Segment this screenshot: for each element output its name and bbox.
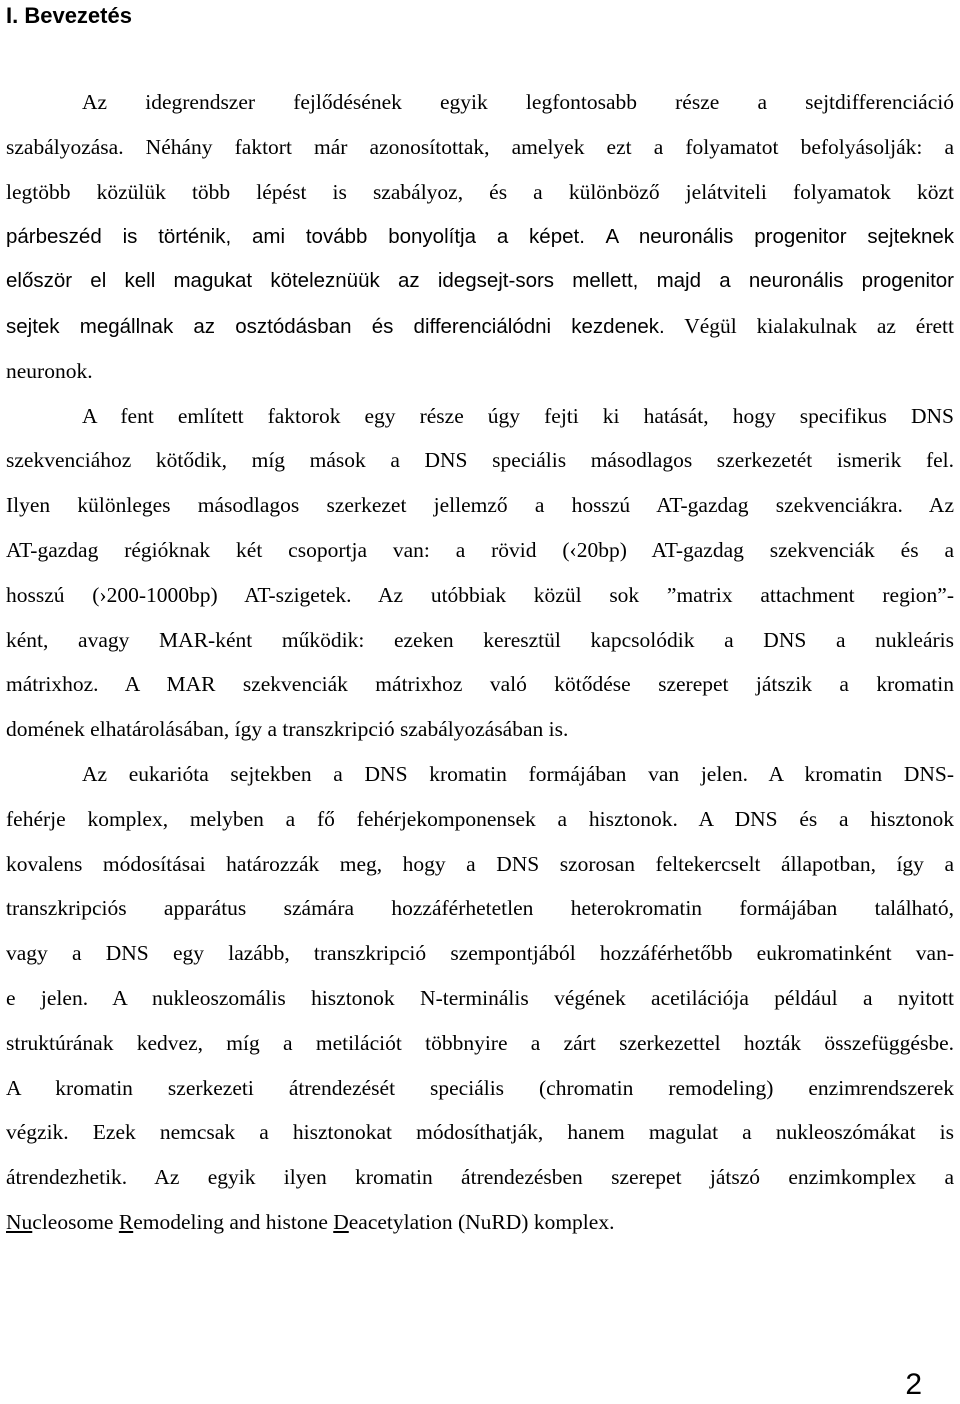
body-text xyxy=(6,80,954,1245)
text-line: legtöbb közülük több lépést is szabályoz, és a különböző jelátviteli folyamatok közt xyxy=(6,179,954,204)
text-line: neuronok. xyxy=(6,358,93,383)
text-line: szabályozása. Néhány faktort már azonosítottak, amelyek ezt a folyamatot befolyásolják: a xyxy=(6,134,954,159)
text-line xyxy=(6,214,954,259)
text-line: mátrixhoz. A MAR szekvenciák mátrixhoz való kötődése szerepet játszik a kromatin xyxy=(6,672,954,697)
text-line xyxy=(6,304,954,349)
text-segment: R xyxy=(118,1209,134,1234)
text-line: e jelen. A nukleoszomális hisztonok N-terminális végének acetilációja például a nyitott xyxy=(6,985,954,1010)
text-line: hosszú (›200-1000bp) AT-szigetek. Az utóbbiak közül sok ”matrix attachment region”- xyxy=(6,582,954,607)
text-segment: párbeszéd is történik, ami tovább bonyolítja a képet. xyxy=(6,225,585,249)
page-number: 2 xyxy=(905,1368,922,1401)
text-segment: emodeling and histone xyxy=(133,1209,334,1234)
text-line: domének elhatárolásában, így a transzkripció szabályozásában is. xyxy=(6,717,569,742)
text-line: először el kell magukat köteleznüük az idegsejt-sors mellett, majd a neuronális progenitor xyxy=(6,269,954,293)
text-line: átrendezhetik. Az egyik ilyen kromatin átrendezésben szerepet játszó enzimkomplex a xyxy=(6,1165,954,1190)
text-line xyxy=(6,1200,954,1245)
text-line: transzkripciós apparátus számára hozzáférhetetlen heterokromatin formájában található, xyxy=(6,896,954,921)
text-line: kovalens módosításai határozzák meg, hogy a DNS szorosan feltekercselt állapotban, így a xyxy=(6,851,954,876)
text-line: Ilyen különleges másodlagos szerkezet jellemző a hosszú AT-gazdag szekvenciákra. Az xyxy=(6,493,954,518)
text-line: vagy a DNS egy lazább, transzkripció szempontjából hozzáférhetőbb eukromatinként van- xyxy=(6,941,954,966)
text-segment: Végül kialakulnak az érett xyxy=(684,313,954,338)
text-line: ként, avagy MAR-ként működik: ezeken keresztül kapcsolódik a DNS a nukleáris xyxy=(6,627,954,652)
text-line: AT-gazdag régióknak két csoportja van: a rövid (‹20bp) AT-gazdag szekvenciák és a xyxy=(6,537,954,562)
text-segment: A neuronális progenitor sejteknek xyxy=(605,225,954,249)
text-line: struktúrának kedvez, míg a metilációt többnyire a zárt szerkezettel hozták összefüggésbe. xyxy=(6,1030,954,1055)
text-segment: D xyxy=(333,1209,349,1234)
text-line: Az eukarióta sejtekben a DNS kromatin formájában van jelen. A kromatin DNS- xyxy=(82,761,954,786)
text-segment: sejtek megállnak az osztódásban és differenciálódni kezdenek. xyxy=(6,314,665,338)
text-line: Az idegrendszer fejlődésének egyik legfontosabb része a sejtdifferenciáció xyxy=(82,90,954,114)
text-line: A kromatin szerkezeti átrendezését speciális (chromatin remodeling) enzimrendszerek xyxy=(6,1075,954,1100)
text-line: fehérje komplex, melyben a fő fehérjekomponensek a hisztonok. A DNS és a hisztonok xyxy=(6,806,954,831)
text-line: végzik. Ezek nemcsak a hisztonokat módosíthatják, hanem magulat a nukleoszómákat is xyxy=(6,1120,954,1145)
text-segment: eacetylation (NuRD) komplex. xyxy=(348,1209,615,1234)
text-segment: cleosome xyxy=(32,1209,119,1234)
text-line: szekvenciához kötődik, míg mások a DNS speciális másodlagos szerkezetét ismerik fel. xyxy=(6,448,954,473)
text-segment: Nu xyxy=(6,1209,33,1234)
section-heading: I. Bevezetés xyxy=(6,3,132,28)
text-line: A fent említett faktorok egy része úgy fejti ki hatását, hogy specifikus DNS xyxy=(82,403,954,428)
